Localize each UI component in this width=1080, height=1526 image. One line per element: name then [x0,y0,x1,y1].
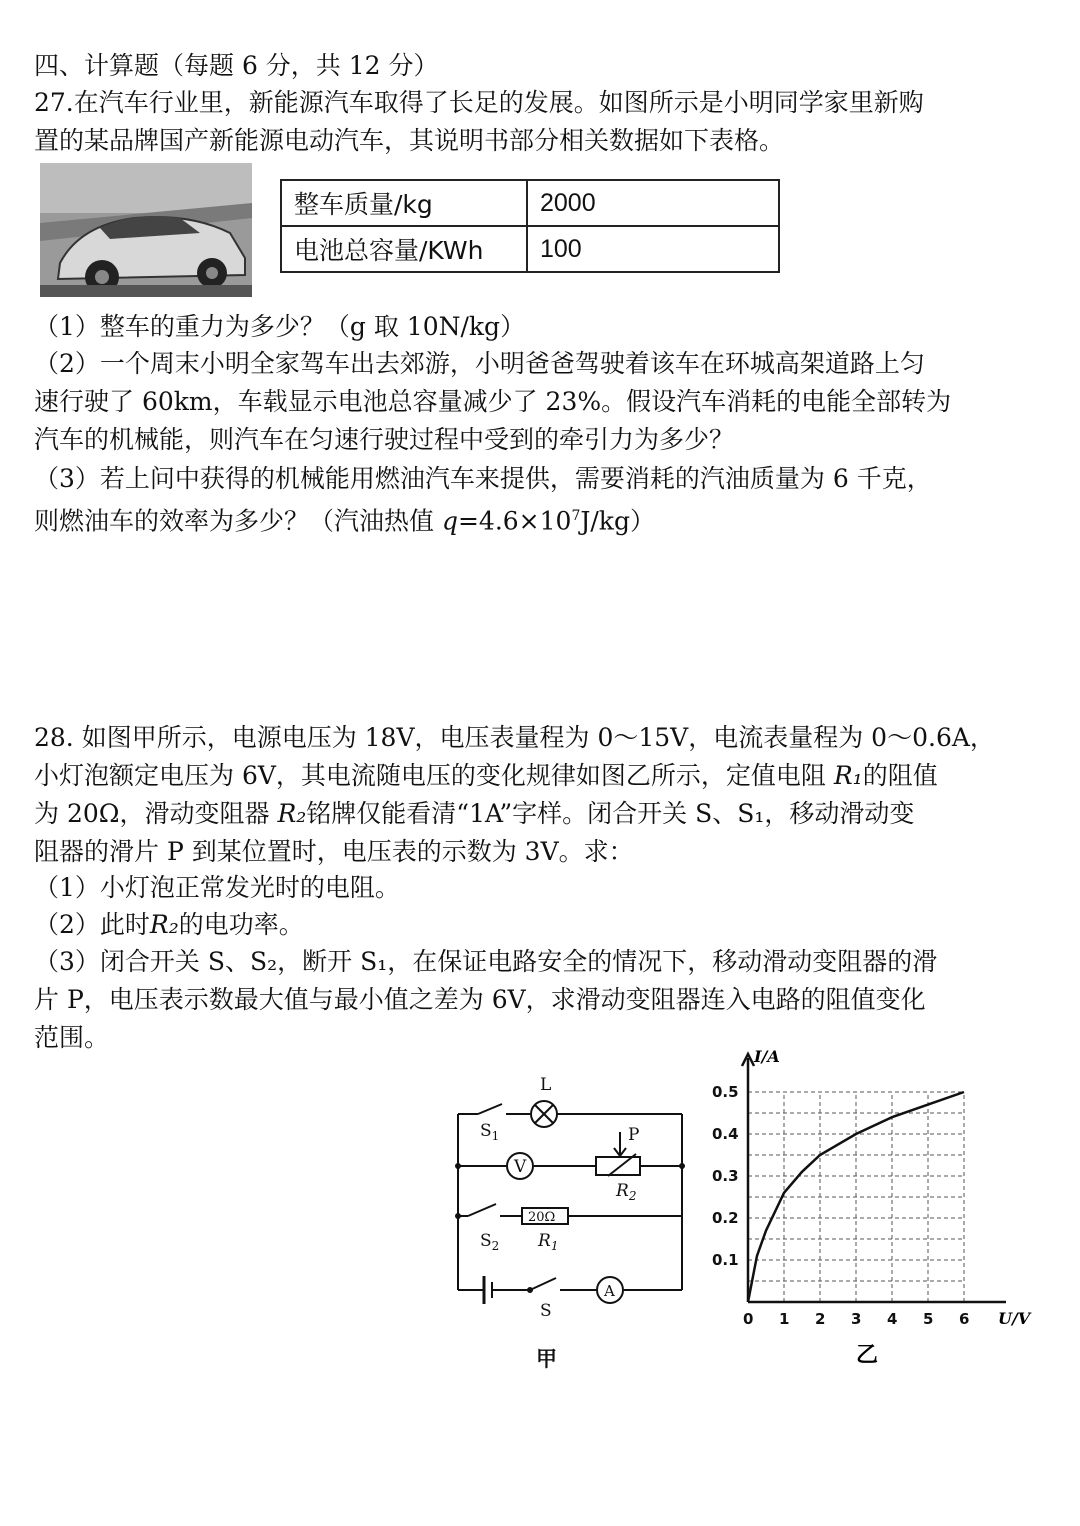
x-tick-label: 1 [779,1310,790,1328]
q28-line3 [34,794,1054,834]
x-tick-label: 5 [923,1310,934,1328]
label-lamp-l: L [540,1075,552,1095]
label-voltmeter-v: V [514,1157,527,1177]
y-axis-label: I/A [754,1047,780,1066]
y-tick-label: 0.5 [712,1083,739,1101]
table-row [281,180,779,226]
x-tick-label: 0 [743,1310,754,1328]
q27-heat-value-symbol: q [441,506,458,536]
label-ammeter-a: A [604,1282,615,1300]
section-heading: 四、计算题（每题 6 分，共 12 分） [34,51,439,80]
q28-r1-symbol: R₁ [833,761,863,790]
table-row [281,226,779,272]
label-r2: $R_2$ [616,1181,637,1203]
q28-line3-tail: 铭牌仅能看清“1A”字样。闭合开关 S、S₁，移动滑动变 [306,799,915,828]
table-cell-label: 整车质量/kg [281,180,527,226]
label-r1-value: 20Ω [528,1210,556,1225]
electric-car-photo [40,163,252,297]
q27-part3-line2 [34,496,1054,541]
q27-intro-line1: 27.在汽车行业里，新能源汽车取得了长足的发展。如图所示是小明同学家里新购 [34,88,924,117]
iu-chart [706,1040,1051,1380]
q28-part3-line3: 范围。 [34,1023,110,1052]
label-s1: $S_1$ [480,1121,500,1143]
q28-r2-symbol: R₂ [277,799,307,828]
chart-caption: 乙 [856,1342,879,1368]
q27-intro-line2: 置的某品牌国产新能源电动汽车，其说明书部分相关数据如下表格。 [34,126,785,155]
y-tick-label: 0.3 [712,1167,739,1185]
x-tick-label: 4 [887,1310,898,1328]
q27-part2-line3: 汽车的机械能，则汽车在匀速行驶过程中受到的牵引力为多少？ [34,425,735,454]
q28-part3-line1: （3）闭合开关 S、S₂，断开 S₁，在保证电路安全的情况下，移动滑动变阻器的滑 [34,947,938,976]
circuit-caption: 甲 [536,1346,557,1371]
table-cell-value: 2000 [527,180,779,226]
q28-part1: （1）小灯泡正常发光时的电阻。 [34,873,400,902]
y-tick-label: 0.2 [712,1209,739,1227]
q28-line2-text: 小灯泡额定电压为 6V，其电流随电压的变化规律如图乙所示，定值电阻 [34,761,834,790]
label-s2: $S_2$ [480,1231,500,1253]
q28-line4: 阻器的滑片 P 到某位置时，电压表的示数为 3V。求： [34,837,634,866]
q27-heat-value-exponent: 7 [571,508,581,524]
y-tick-label: 0.1 [712,1251,739,1269]
table-cell-label: 电池总容量/KWh [281,226,527,272]
x-tick-label: 3 [851,1310,862,1328]
q28-line3-text: 为 20Ω，滑动变阻器 [34,799,278,828]
q28-part3-line2: 片 P，电压表示数最大值与最小值之差为 6V，求滑动变阻器连入电路的阻值变化 [34,985,926,1014]
car-spec-table [280,179,780,273]
x-axis-label: U/V [998,1309,1031,1328]
q27-heat-value-number: =4.6×10 [457,506,572,536]
q28-line2 [34,756,1054,796]
x-tick-label: 6 [959,1310,970,1328]
q28-part2-text: （2）此时 [34,910,150,939]
q28-part2-tail: 的电功率。 [178,910,304,939]
label-slider-p: P [628,1125,640,1145]
q27-part3-line1: （3）若上问中获得的机械能用燃油汽车来提供，需要消耗的汽油质量为 6 千克， [34,464,932,493]
circuit-diagram [440,1068,690,1378]
y-tick-label: 0.4 [712,1125,739,1143]
label-r1: $R_1$ [538,1231,559,1253]
label-switch-s: S [540,1301,552,1321]
table-cell-value: 100 [527,226,779,272]
q28-line1: 28. 如图甲所示，电源电压为 18V，电压表量程为 0～15V，电流表量程为 0～0.6A， [34,723,995,752]
q27-part1: （1）整车的重力为多少？（g 取 10N/kg） [34,312,526,341]
q28-part2 [34,905,1054,945]
q27-part3-text: 则燃油车的效率为多少？（汽油热值 [34,506,442,536]
q27-heat-value-unit: J/kg） [580,506,655,536]
q28-line2-tail: 的阻值 [862,761,938,790]
q27-part2-line2: 速行驶了 60km，车载显示电池总容量减少了 23%。假设汽车消耗的电能全部转为 [34,387,952,416]
q28-part2-r2-symbol: R₂ [149,910,179,939]
x-tick-label: 2 [815,1310,826,1328]
q27-part2-line1: （2）一个周末小明全家驾车出去郊游，小明爸爸驾驶着该车在环城高架道路上匀 [34,349,925,378]
